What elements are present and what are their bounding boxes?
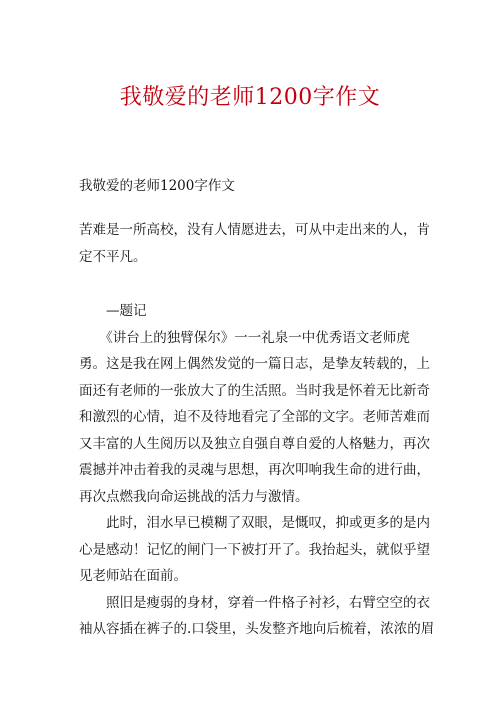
body-line: 勇。这是我在网上偶然发觉的一篇日志，是挚友转载的，上 bbox=[79, 356, 430, 372]
body-line: 和激烈的心情，迫不及待地看完了全部的文字。老师苦难而 bbox=[79, 409, 430, 425]
document-title: 我敬爱的老师1200字作文 bbox=[119, 85, 381, 110]
body-line: 心是感动！记忆的闸门一下被打开了。我抬起头，就似乎望 bbox=[79, 541, 430, 558]
body-line: 《讲台上的独臂保尔》一一礼泉一中优秀语文老师虎 bbox=[79, 329, 410, 346]
body-line: 照旧是瘦弱的身材，穿着一件格子衬衫，右臂空空的衣 bbox=[79, 594, 430, 611]
body-line: 震撼并冲击着我的灵魂与思想，再次叩响我生命的进行曲， bbox=[79, 462, 430, 478]
body-line: 面还有老师的一张放大了的生活照。当时我是怀着无比新奇 bbox=[79, 382, 430, 399]
body-line: 袖从容插在裤子的.口袋里，头发整齐地向后梳着，浓浓的眉 bbox=[79, 621, 435, 637]
document-subtitle bbox=[79, 174, 235, 194]
body-line: 此时，泪水早已模糊了双眼，是慨叹，抑或更多的是内 bbox=[79, 515, 430, 531]
intro-line: 苦难是一所高校，没有人情愿进去，可从中走出来的人，肯 bbox=[79, 222, 430, 238]
body-line: 又丰富的人生阅历以及独立自强自尊自爱的人格魅力，再次 bbox=[79, 435, 430, 452]
subtitle-text: 我敬爱的老师1200字作文 bbox=[79, 178, 235, 194]
article-body bbox=[79, 298, 435, 643]
intro-line: 定不平凡。 bbox=[79, 248, 147, 265]
body-line: 再次点燃我向命运挑战的活力与激情。 bbox=[79, 488, 309, 505]
body-line: —题记 bbox=[79, 303, 147, 319]
intro-paragraph bbox=[79, 217, 430, 270]
body-line: 见老师站在面前。 bbox=[79, 568, 187, 584]
